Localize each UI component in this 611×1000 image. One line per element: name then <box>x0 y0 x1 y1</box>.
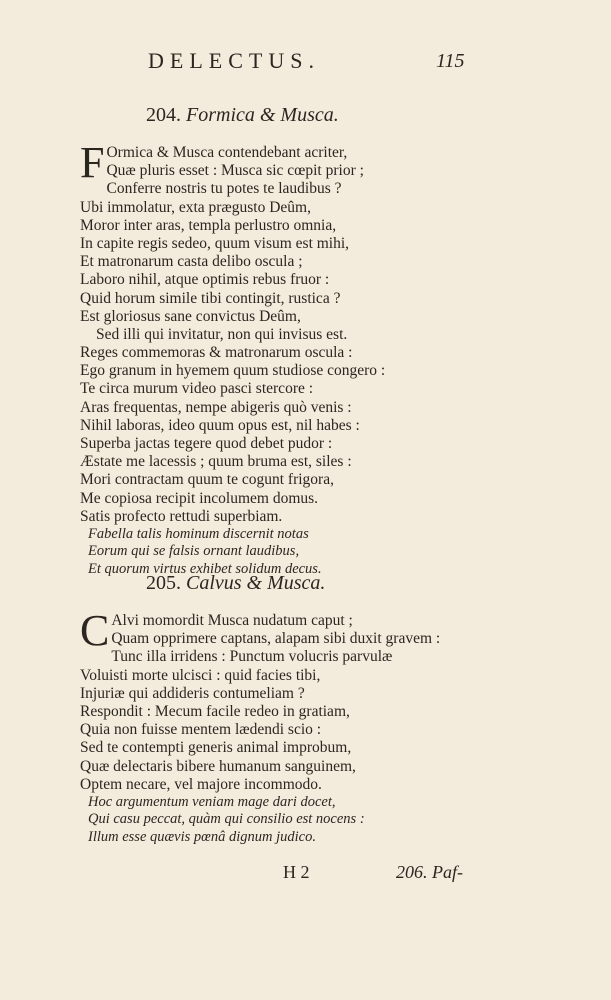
verse-line: Voluisti morte ulcisci : quid facies tibi, <box>80 666 321 684</box>
verse-line: Moror inter aras, templa perlustro omnia, <box>80 216 337 234</box>
first-line-rest: Ormica & Musca contendebant acriter, <box>106 144 348 161</box>
verse-line: Conferre nostris tu potes te laudibus ? <box>106 180 342 198</box>
verse-line: Sed illi qui invitatur, non qui invisus est. <box>96 325 348 343</box>
fable-204-text <box>80 138 580 578</box>
verse-line: Satis profecto rettudi superbiam. <box>80 507 283 525</box>
verse-line: Ego granum in hyemem quum studiose congero : <box>80 362 386 380</box>
moral-line: Illum esse quævis pœnâ dignum judico. <box>88 828 316 845</box>
verse-line: Sed te contempti generis animal improbum, <box>80 739 352 757</box>
verse-line: Aras frequentas, nempe abigeris quò venis : <box>80 398 352 416</box>
running-title: DELECTUS. <box>148 48 320 73</box>
moral-line: Qui casu peccat, quàm qui consilio est nocens : <box>88 811 365 828</box>
catchword: 206. Paf- <box>396 862 463 882</box>
fable-205-title <box>146 572 325 595</box>
fable-number: 204. <box>146 104 181 126</box>
verse-line: In capite regis sedeo, quum visum est mihi, <box>80 234 350 252</box>
signature-mark: H 2 <box>283 862 310 882</box>
verse-line: Respondit : Mecum facile redeo in gratiam, <box>80 702 350 720</box>
verse-line: Quæ pluris esset : Musca sic cœpit prior ; <box>106 162 364 180</box>
fable-number: 205. <box>146 572 181 594</box>
page-footer <box>0 862 611 892</box>
verse-line: Superba jactas tegere quod debet pudor : <box>80 435 333 452</box>
page-number: 115 <box>436 50 465 72</box>
verse-line: Optem necare, vel majore incommodo. <box>80 775 322 793</box>
drop-cap: F <box>80 138 105 187</box>
moral-line: Hoc argumentum veniam mage dari docet, <box>88 793 336 810</box>
verse-line: Injuriæ qui addideris contumeliam ? <box>80 684 305 702</box>
verse-line: Tunc illa irridens : Punctum volucris parvulæ <box>111 648 393 666</box>
verse-line: Et matronarum casta delibo oscula ; <box>80 253 303 271</box>
fable-name: Calvus & Musca. <box>186 572 326 594</box>
first-line-rest: Alvi momordit Musca nudatum caput ; <box>111 612 353 629</box>
verse-line: Æstate me lacessis ; quum bruma est, siles : <box>80 453 352 471</box>
verse-line: Laboro nihil, atque optimis rebus fruor : <box>80 271 330 289</box>
verse-line: Quid horum simile tibi contingit, rustica ? <box>80 289 341 307</box>
verse-line: Est gloriosus sane convictus Deûm, <box>80 307 301 325</box>
running-head <box>0 48 611 78</box>
verse-line: Quæ delectaris bibere humanum sanguinem, <box>80 757 356 775</box>
verse-line: Quam opprimere captans, alapam sibi duxit gravem : <box>111 630 441 648</box>
verse-line: Mori contractam quum te cogunt frigora, <box>80 471 334 489</box>
verse-line: Ubi immolatur, exta prægusto Deûm, <box>80 198 311 216</box>
moral-line: Fabella talis hominum discernit notas <box>88 525 309 542</box>
verse-line: Nihil laboras, ideo quum opus est, nil habes : <box>80 416 360 434</box>
moral-line: Et quorum virtus exhibet solidum decus. <box>88 560 322 577</box>
moral-line: Eorum qui se falsis ornant laudibus, <box>88 543 300 560</box>
drop-cap: C <box>80 606 110 655</box>
verse-line: Me copiosa recipit incolumem domus. <box>80 489 319 507</box>
fable-name: Formica & Musca. <box>186 104 339 126</box>
verse-line: Quia non fuisse mentem lædendi scio : <box>80 721 322 739</box>
verse-line: Te circa murum video pasci stercore : <box>80 380 314 398</box>
verse-line: Reges commemoras & matronarum oscula : <box>80 344 353 362</box>
fable-205-text <box>80 606 580 846</box>
fable-204-title <box>146 104 339 127</box>
